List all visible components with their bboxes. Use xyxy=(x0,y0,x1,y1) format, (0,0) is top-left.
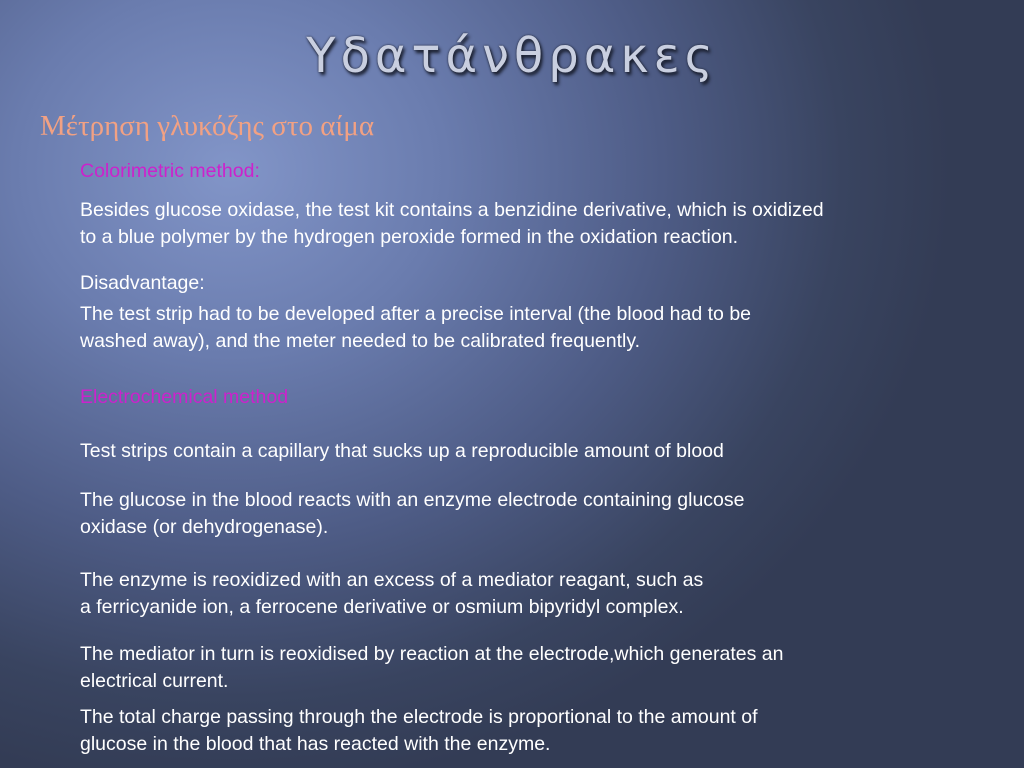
text-line: The mediator in turn is reoxidised by reaction at the electrode,which generates an xyxy=(80,643,784,665)
slide-subtitle: Μέτρηση γλυκόζης στο αίμα xyxy=(40,110,375,142)
electro-paragraph-1 xyxy=(80,438,960,465)
text-line: oxidase (or dehydrogenase). xyxy=(80,516,329,538)
electro-paragraph-3 xyxy=(80,567,960,621)
text-line: electrical current. xyxy=(80,670,229,692)
electro-paragraph-4 xyxy=(80,641,960,695)
disadvantage-label: Disadvantage: xyxy=(80,272,205,294)
text-line: Besides glucose oxidase, the test kit contains a benzidine derivative, which is oxidized xyxy=(80,199,824,221)
text-line: Test strips contain a capillary that sucks up a reproducible amount of blood xyxy=(80,440,724,462)
text-line: a ferricyanide ion, a ferrocene derivative or osmium bipyridyl complex. xyxy=(80,596,684,618)
disadvantage-description xyxy=(80,301,960,355)
slide-title: Υδατάνθρακες xyxy=(306,28,718,84)
text-line: glucose in the blood that has reacted with the enzyme. xyxy=(80,733,551,755)
colorimetric-description xyxy=(80,197,960,251)
electro-paragraph-2 xyxy=(80,487,960,541)
electrochemical-heading: Electrochemical method xyxy=(80,386,289,408)
electro-paragraph-5 xyxy=(80,704,960,758)
colorimetric-heading: Colorimetric method: xyxy=(80,160,260,182)
text-line: The enzyme is reoxidized with an excess of a mediator reagant, such as xyxy=(80,569,704,591)
text-line: washed away), and the meter needed to be calibrated frequently. xyxy=(80,330,641,352)
text-line: The glucose in the blood reacts with an enzyme electrode containing glucose xyxy=(80,489,745,511)
text-line: The test strip had to be developed after a precise interval (the blood had to be xyxy=(80,303,752,325)
text-line: The total charge passing through the electrode is proportional to the amount of xyxy=(80,706,758,728)
text-line: to a blue polymer by the hydrogen peroxide formed in the oxidation reaction. xyxy=(80,226,738,248)
